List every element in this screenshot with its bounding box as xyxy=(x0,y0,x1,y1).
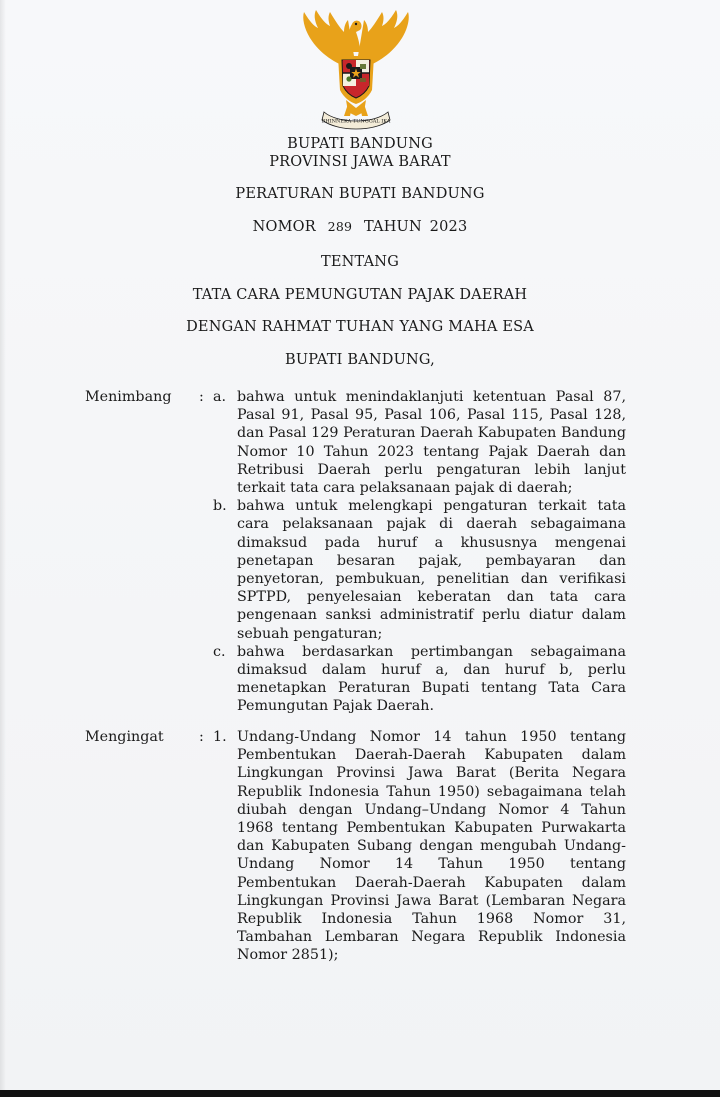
item-text: bahwa berdasarkan pertimbangan sebagaimana dimaksud dalam huruf a, dan huruf b, perlu menetapkan Peraturan Bupati tentang Tata Cara Pemungutan Pajak Daerah. xyxy=(237,643,626,715)
item-text: bahwa untuk menindaklanjuti ketentuan Pasal 87, Pasal 91, Pasal 95, Pasal 106, Pasal 115, Pasal 128, dan Pasal 129 Peraturan Daerah Kabupaten Bandung Nomor 10 Tahun 2023 tentang Pajak Daerah dan Retribusi Daerah perlu pengaturan lebih lanjut terkait tata cara pelaksanaan pajak di daerah; xyxy=(237,389,626,497)
menimbang-colon: : xyxy=(199,389,204,405)
regulation-number-line xyxy=(0,219,720,235)
number-label: NOMOR xyxy=(252,219,316,235)
invocation: DENGAN RAHMAT TUHAN YANG MAHA ESA xyxy=(186,319,534,335)
item-marker: a. xyxy=(213,389,227,405)
consideration-item-b xyxy=(0,497,720,643)
garuda-pancasila-emblem-icon xyxy=(298,8,414,132)
item-text: Undang-Undang Nomor 14 tahun 1950 tentang Pembentukan Daerah-Daerah Kabupaten dalam Lingkungan Provinsi Jawa Barat (Berita Negara Republik Indonesia Tahun 1950) sebagaimana telah diubah dengan Undang–Undang Nomor 4 Tahun 1968 tentang Pembentukan Kabupaten Purwakarta dan Kabupaten Subang dengan mengubah Undang-Undang Nomor 14 Tahun 1950 tentang Pembentukan Daerah-Daerah Kabupaten dalam Lingkungan Provinsi Jawa Barat (Lembaran Negara Republik Indonesia Tahun 1968 Nomor 31, Tambahan Lembaran Negara Republik Indonesia Nomor 2851); xyxy=(237,729,626,964)
legal-basis-item-1 xyxy=(0,728,720,965)
menimbang-label: Menimbang xyxy=(85,389,172,405)
consideration-item-a xyxy=(0,388,720,497)
scan-bottom-edge xyxy=(0,1090,720,1097)
mengingat-label: Mengingat xyxy=(85,729,164,745)
issuer-name: BUPATI BANDUNG, xyxy=(284,352,435,368)
menimbang-section xyxy=(0,388,720,716)
mengingat-section xyxy=(0,728,720,965)
item-marker: b. xyxy=(213,498,227,515)
mengingat-colon: : xyxy=(199,729,204,745)
emblem-motto: BHINNEKA TUNGGAL IKA xyxy=(321,118,391,125)
item-marker: c. xyxy=(213,643,226,660)
regulation-number: 289 xyxy=(327,219,353,234)
item-marker: 1. xyxy=(213,729,227,745)
regulation-subject: TATA CARA PEMUNGUTAN PAJAK DAERAH xyxy=(192,287,528,303)
consideration-item-c xyxy=(0,643,720,716)
year-label: TAHUN xyxy=(363,219,422,235)
item-text: bahwa untuk melengkapi pengaturan terkait tata cara pelaksanaan pajak di daerah sebagaimana dimaksud pada huruf a khususnya mengenai penetapan besaran pajak, pembayaran dan penyetoran, pembukuan, penelitian dan verifikasi SPTPD, penyelesaian keberatan dan tata cara pengenaan sanksi administratif perlu diatur dalam sebuah pengaturan; xyxy=(237,498,626,642)
regulation-year: 2023 xyxy=(429,219,468,235)
issuer-title: BUPATI BANDUNG xyxy=(287,136,433,152)
province-title: PROVINSI JAWA BARAT xyxy=(269,154,451,170)
about-label: TENTANG xyxy=(321,254,399,270)
regulation-title: PERATURAN BUPATI BANDUNG xyxy=(235,186,485,202)
